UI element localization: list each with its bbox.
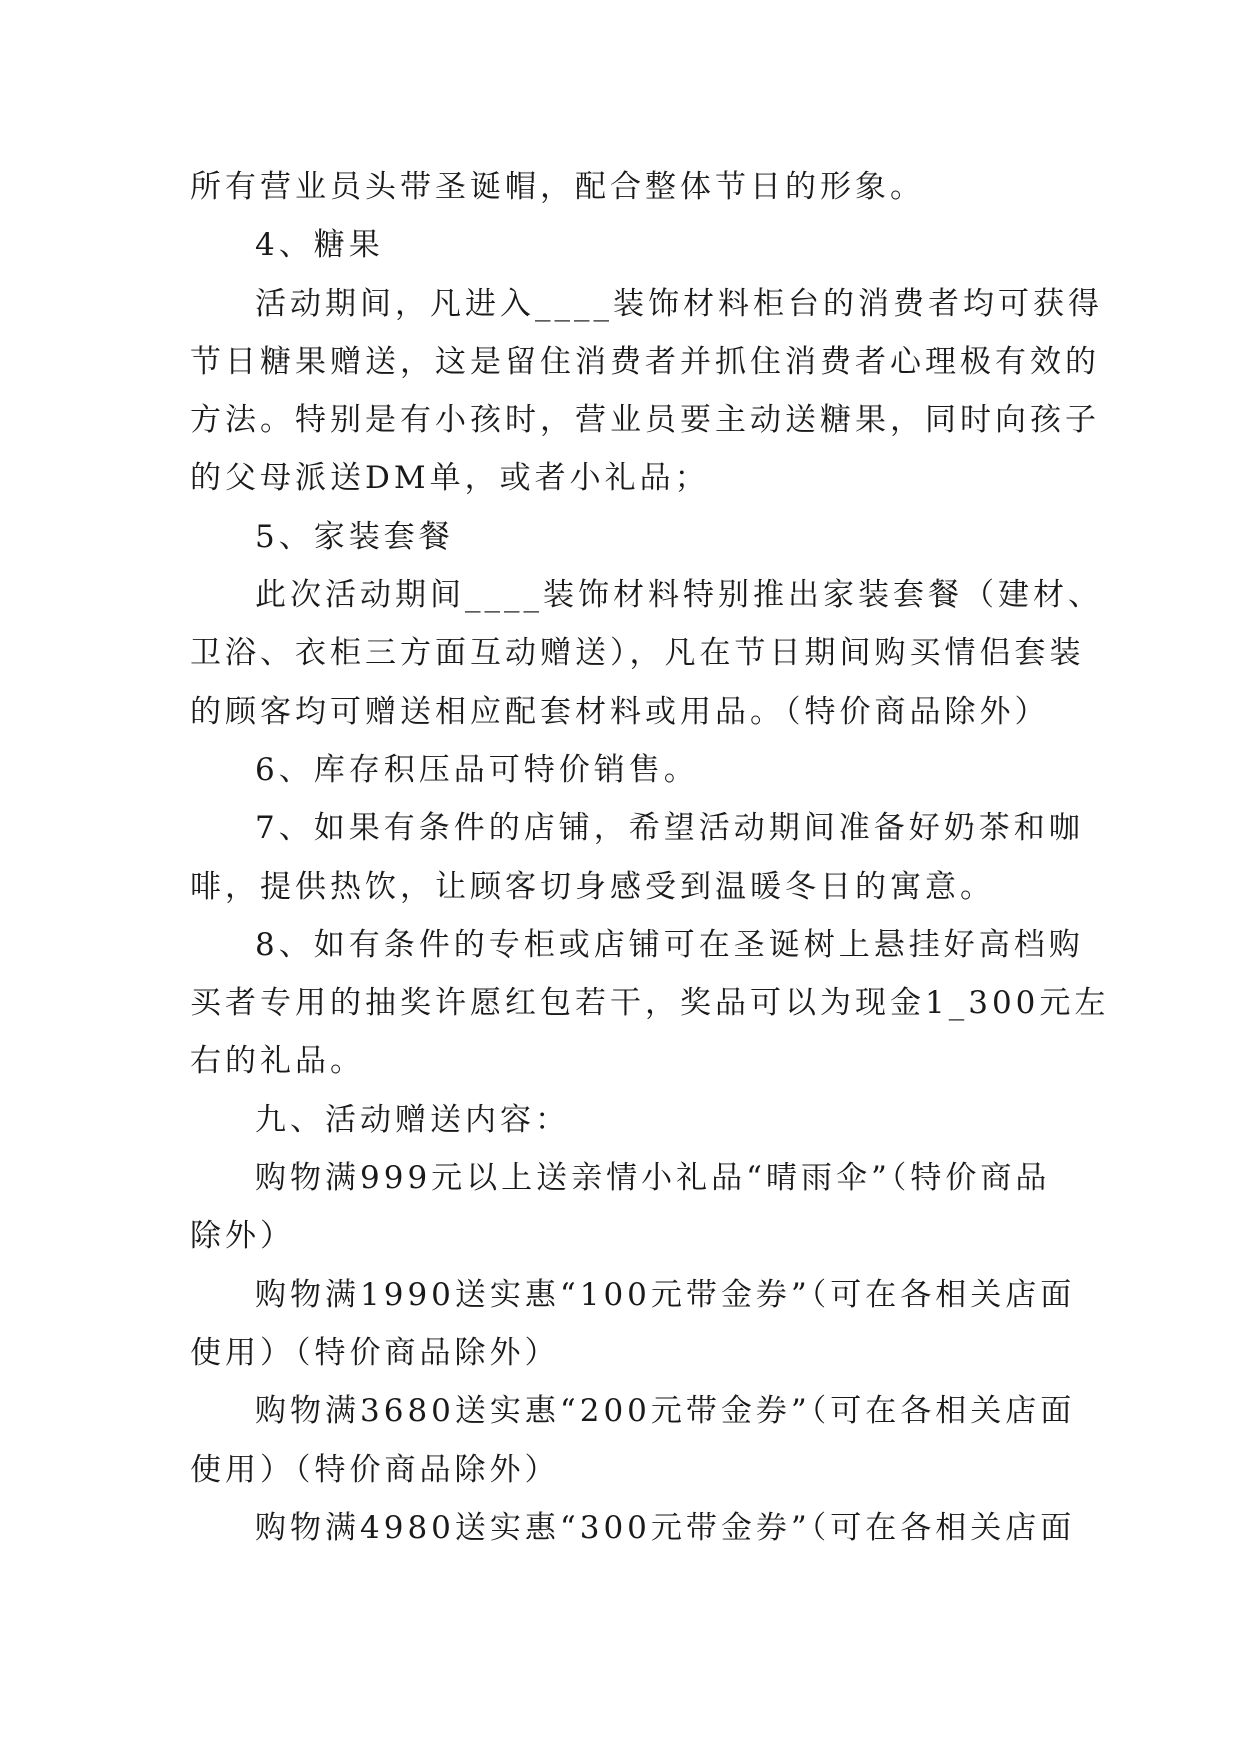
text-line: 啡，提供热饮，让顾客切身感受到温暖冬日的寓意。 [190,868,995,905]
text-line: 6、库存积压品可特价销售。 [255,751,699,788]
text-line: 此次活动期间____装饰材料特别推出家装套餐（建材、 [255,577,1103,614]
text-line: 的父母派送DM单，或者小礼品； [190,460,710,497]
text-line: 5、家装套餐 [255,518,454,555]
text-line: 购物满4980送实惠“300元带金券”（可在各相关店面 [255,1509,1076,1546]
text-line: 7、如果有条件的店铺，希望活动期间准备好奶茶和咖 [255,810,1084,847]
document-body [190,158,1110,1557]
text-line: 买者专用的抽奖许愿红包若干，奖品可以为现金1_300元左 [190,985,1110,1022]
text-line: 九、活动赠送内容： [255,1101,570,1138]
text-line: 使用）（特价商品除外） [190,1334,560,1371]
text-line: 除外） [190,1218,295,1255]
text-line: 使用）（特价商品除外） [190,1451,560,1488]
text-line: 购物满999元以上送亲情小礼品“晴雨伞”（特价商品 [255,1160,1051,1197]
text-line: 购物满3680送实惠“200元带金券”（可在各相关店面 [255,1393,1076,1430]
text-line: 卫浴、衣柜三方面互动赠送），凡在节日期间购买情侣套装 [190,635,1085,672]
text-line: 所有营业员头带圣诞帽，配合整体节日的形象。 [190,169,925,205]
text-line: 8、如有条件的专柜或店铺可在圣诞树上悬挂好高档购 [255,926,1084,963]
text-line: 节日糖果赠送，这是留住消费者并抓住消费者心理极有效的 [190,343,1100,380]
text-line: 方法。特别是有小孩时，营业员要主动送糖果，同时向孩子 [190,402,1100,439]
text-line: 购物满1990送实惠“100元带金券”（可在各相关店面 [255,1276,1076,1313]
text-line: 4、糖果 [255,227,384,264]
text-line: 的顾客均可赠送相应配套材料或用品。（特价商品除外） [190,693,1050,730]
text-line: 活动期间，凡进入____装饰材料柜台的消费者均可获得 [255,285,1103,322]
text-line: 右的礼品。 [190,1043,365,1080]
